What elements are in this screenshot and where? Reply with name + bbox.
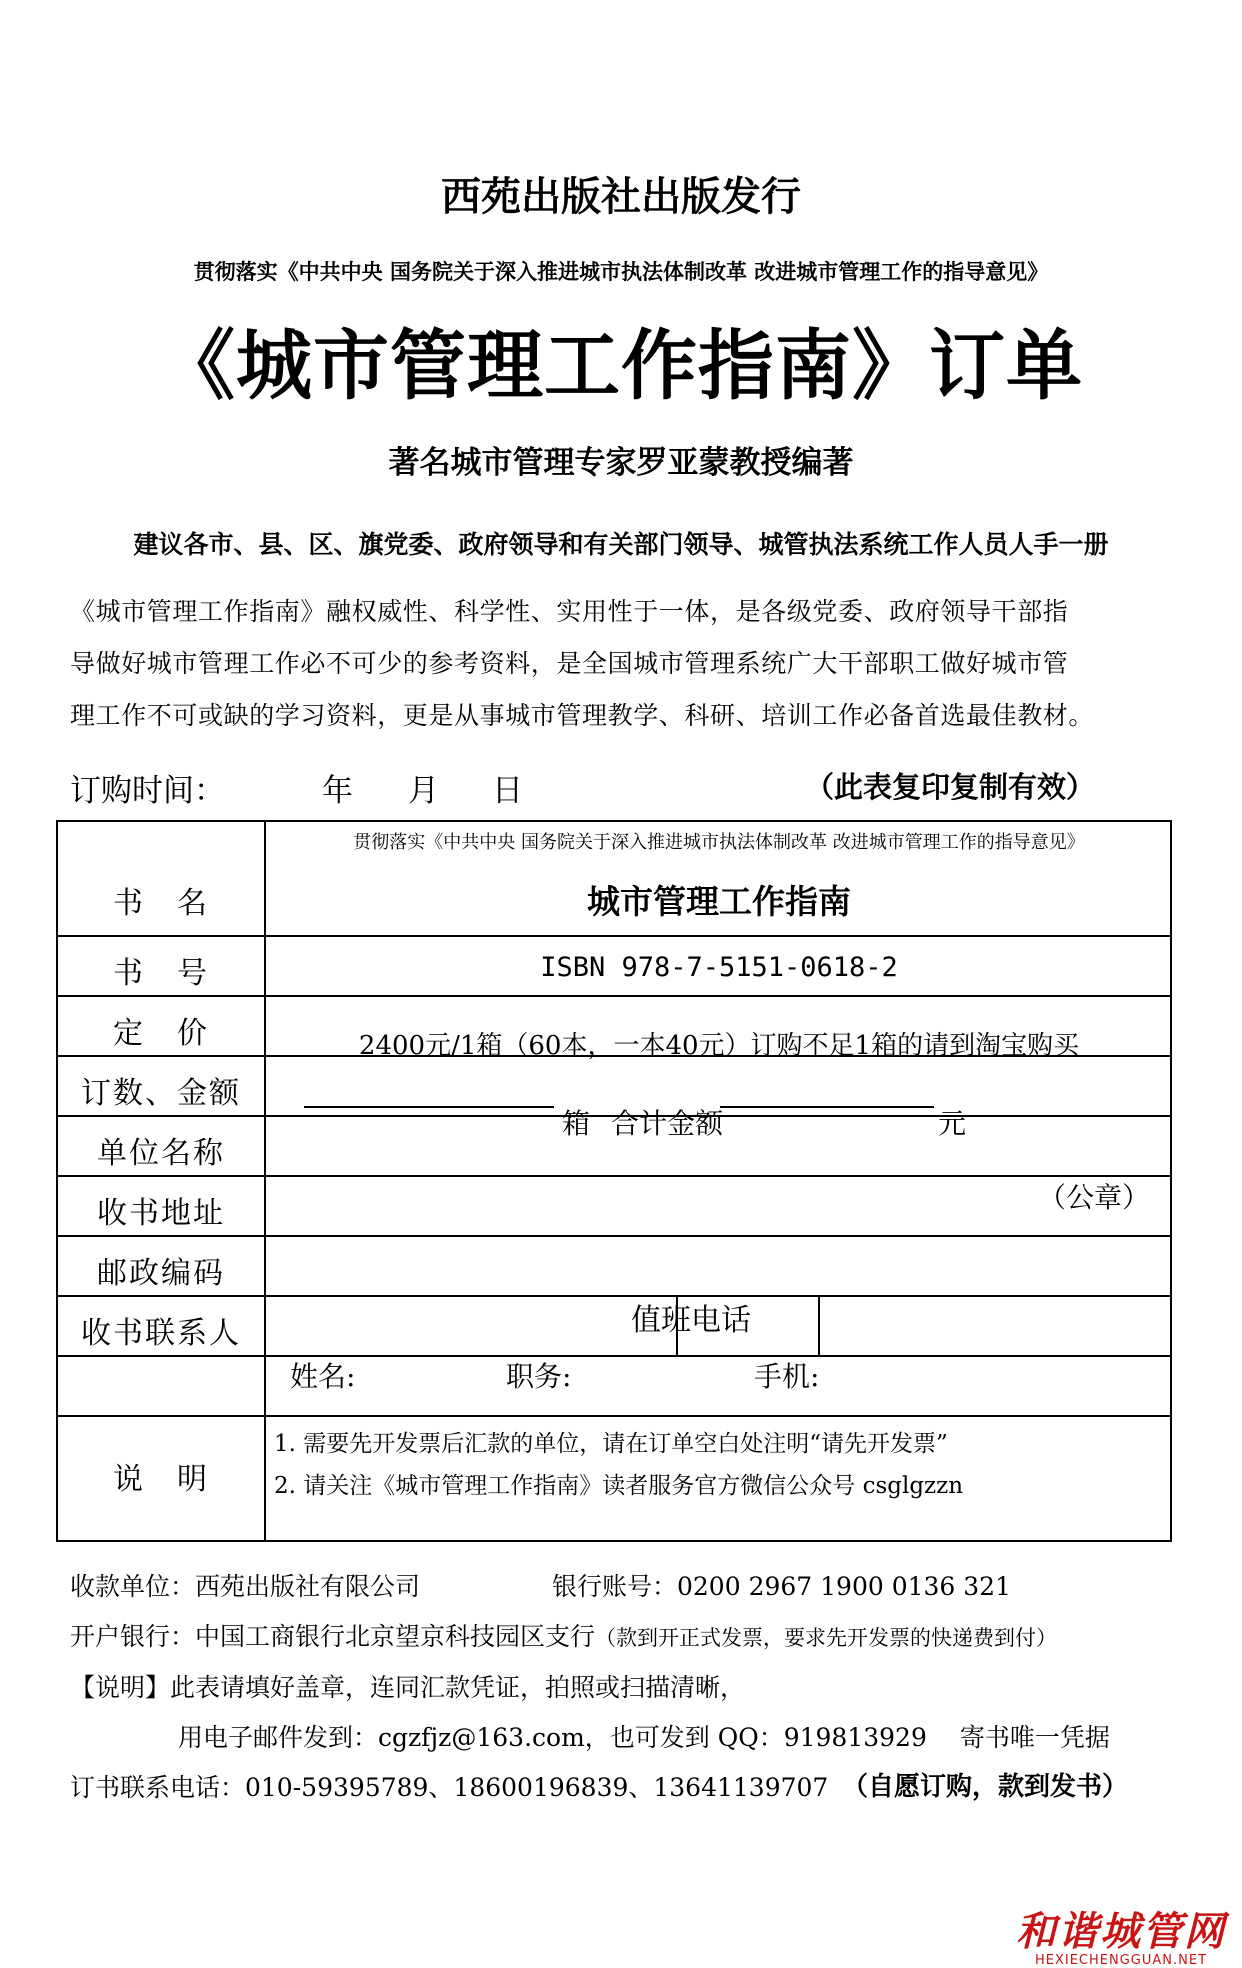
copy-valid-note: （此表复印复制有效） <box>805 770 1096 804</box>
official-seal-label: （公章） <box>1037 1181 1150 1214</box>
price-label: 定 价 <box>113 1016 209 1051</box>
instruction-email-line: 用电子邮件发到：cgzfjz@163.com，也可发到 QQ：919813929 寄书唯一凭据 <box>178 1723 1110 1752</box>
day-label: 日 <box>492 773 523 809</box>
intro-paragraph-line: 《城市管理工作指南》融权威性、科学性、实用性于一体，是各级党委、政府领导干部指 <box>70 597 1069 626</box>
address-label: 收书地址 <box>97 1196 225 1231</box>
publisher-heading: 西苑出版社出版发行 <box>441 174 801 220</box>
payee-line: 收款单位：西苑出版社有限公司 <box>70 1572 421 1601</box>
watermark-en-text: HEXIECHENGGUAN.NET <box>1034 1953 1208 1968</box>
row-divider <box>58 935 1170 937</box>
order-phone-line: 订书联系电话：010-59395789、18600196839、13641139707 <box>70 1773 829 1802</box>
postcode-label: 邮政编码 <box>97 1256 225 1291</box>
isbn-value: ISBN 978-7-5151-0618-2 <box>540 952 898 983</box>
contact-label: 收书联系人 <box>81 1316 241 1351</box>
row-divider <box>58 995 1170 997</box>
invoice-note: （款到开正式发票，要求先开发票的快递费到付） <box>595 1626 1058 1650</box>
page-title: 《城市管理工作指南》订单 <box>159 321 1083 410</box>
year-label: 年 <box>322 773 353 809</box>
column-divider <box>818 1295 820 1355</box>
row-divider <box>58 1175 1170 1177</box>
order-time-label: 订购时间： <box>70 773 225 809</box>
intro-paragraph-line: 理工作不可或缺的学习资料，更是从事城市管理教学、科研、培训工作必备首选最佳教材。 <box>70 701 1095 730</box>
row-divider <box>58 1355 1170 1357</box>
box-unit-label: 箱 <box>562 1107 591 1140</box>
contact-title-label: 职务: <box>506 1360 572 1393</box>
total-amount-input-line[interactable] <box>720 1106 934 1108</box>
month-label: 月 <box>408 773 439 809</box>
recommendation-line: 建议各市、县、区、旗党委、政府领导和有关部门领导、城管执法系统工作人员人手一册 <box>133 530 1109 559</box>
column-divider <box>264 822 266 1540</box>
unit-name-label: 单位名称 <box>97 1136 225 1171</box>
author-line: 著名城市管理专家罗亚蒙教授编著 <box>388 445 854 481</box>
intro-paragraph-line: 导做好城市管理工作必不可少的参考资料，是全国城市管理系统广大干部职工做好城市管 <box>70 649 1069 678</box>
book-name-value: 城市管理工作指南 <box>587 882 851 921</box>
quantity-amount-label: 订数、金额 <box>81 1076 241 1111</box>
quantity-input-line[interactable] <box>304 1106 554 1108</box>
yuan-unit-label: 元 <box>938 1107 967 1140</box>
total-amount-label: 合计金额 <box>611 1107 724 1140</box>
policy-subtitle: 贯彻落实《中共中央 国务院关于深入推进城市执法体制改革 改进城市管理工作的指导意见》 <box>193 260 1049 284</box>
isbn-label: 书 号 <box>113 956 209 991</box>
bank-name: 开户银行：中国工商银行北京望京科技园区支行 <box>70 1622 596 1651</box>
book-name-label: 书 名 <box>113 886 209 921</box>
site-watermark-logo <box>1016 1900 1226 1968</box>
instruction-line: 【说明】此表请填好盖章，连同汇款凭证，拍照或扫描清晰， <box>70 1673 746 1702</box>
row-divider <box>58 1415 1170 1417</box>
row-divider <box>58 1235 1170 1237</box>
watermark-cn-text: 和谐城管网 <box>1016 1908 1226 1955</box>
book-policy-subtitle: 贯彻落实《中共中央 国务院关于深入推进城市执法体制改革 改进城市管理工作的指导意见》 <box>353 832 1085 853</box>
order-form-table <box>56 820 1172 1542</box>
contact-name-label: 姓名: <box>290 1360 356 1393</box>
voluntary-order-note: （自愿订购，款到发书） <box>842 1772 1129 1802</box>
bank-line <box>70 1617 1057 1653</box>
note-invoice: 1. 需要先开发票后汇款的单位，请在订单空白处注明“请先开发票” <box>274 1431 948 1457</box>
price-value: 2400元/1箱（60本，一本40元）订购不足1箱的请到淘宝购买 <box>358 1031 1080 1061</box>
contact-mobile-label: 手机: <box>754 1360 820 1393</box>
bank-account-line: 银行账号：0200 2967 1900 0136 321 <box>552 1572 1011 1601</box>
note-wechat: 2. 请关注《城市管理工作指南》读者服务官方微信公众号 csglgzzn <box>274 1473 964 1499</box>
duty-phone-label: 值班电话 <box>631 1303 751 1338</box>
notes-label: 说 明 <box>113 1462 209 1497</box>
